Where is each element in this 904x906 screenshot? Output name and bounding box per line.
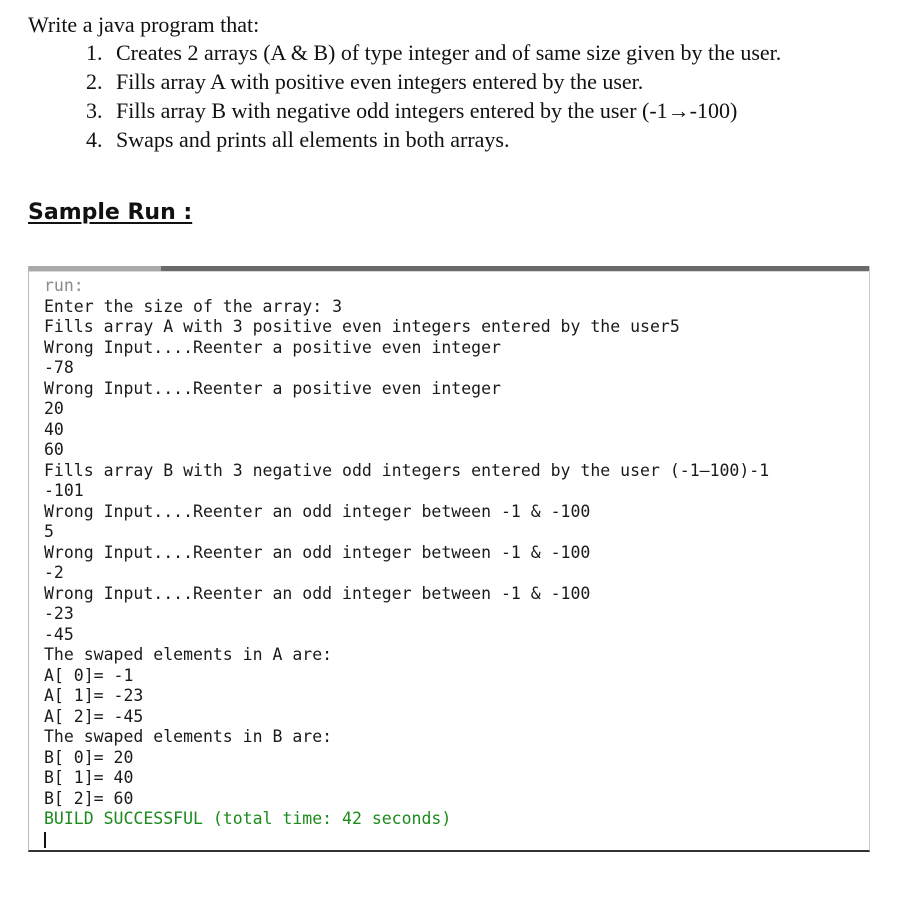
console-output-text [44,276,769,830]
console-line: 5 [44,522,54,541]
output-console[interactable] [28,266,870,852]
console-line: Fills array A with 3 positive even integers entered by the user5 [44,317,680,336]
console-line: 60 [44,440,64,459]
step-text: Creates 2 arrays (A & B) of type integer and of same size given by the user. [116,40,782,65]
task-step [86,125,781,154]
step-text: Fills array A with positive even integers entered by the user. [116,69,644,94]
console-line: -23 [44,604,74,623]
step-text: Swaps and prints all elements in both arrays. [116,127,510,152]
console-line: Fills array B with 3 negative odd integers entered by the user (-1–100)-1 [44,460,770,480]
step-number: 1. [86,40,103,65]
console-line: B[ 0]= 20 [44,747,134,767]
task-step [86,38,781,67]
step-text: Fills array B with negative odd integers entered by the user (-1→-100) [116,98,738,123]
build-status-line: BUILD SUCCESSFUL (total time: 42 seconds) [44,809,452,828]
console-divider [29,271,869,272]
console-line: Wrong Input....Reenter a positive even integer [44,378,501,398]
text-cursor [44,832,46,848]
step-number: 3. [86,98,103,123]
task-title: Write a java program that: [28,12,260,37]
console-line: -45 [44,624,74,644]
console-line: B[ 2]= 60 [44,788,134,808]
sample-run-heading: Sample Run : [28,200,193,225]
console-line: Wrong Input....Reenter an odd integer between -1 & -100 [44,542,591,562]
step-number: 4. [86,127,103,152]
console-line: Wrong Input....Reenter a positive even integer [44,337,501,357]
task-steps-list [86,38,781,154]
step-number: 2. [86,69,103,94]
console-line: 40 [44,419,64,439]
console-line: The swaped elements in A are: [44,645,333,664]
console-line: -78 [44,358,74,377]
console-line: Wrong Input....Reenter an odd integer between -1 & -100 [44,501,591,521]
console-line: A[ 1]= -23 [44,686,144,705]
console-line: -2 [44,563,64,582]
console-line: Enter the size of the array: 3 [44,296,343,316]
console-line: A[ 2]= -45 [44,706,144,726]
console-line: Wrong Input....Reenter an odd integer between -1 & -100 [44,583,591,603]
console-run-label: run: [44,276,84,295]
task-step [86,96,781,125]
console-line: The swaped elements in B are: [44,727,333,746]
task-step [86,67,781,96]
console-line: -101 [44,481,84,500]
console-line: 20 [44,399,64,418]
console-line: A[ 0]= -1 [44,665,134,685]
console-line: B[ 1]= 40 [44,768,134,787]
